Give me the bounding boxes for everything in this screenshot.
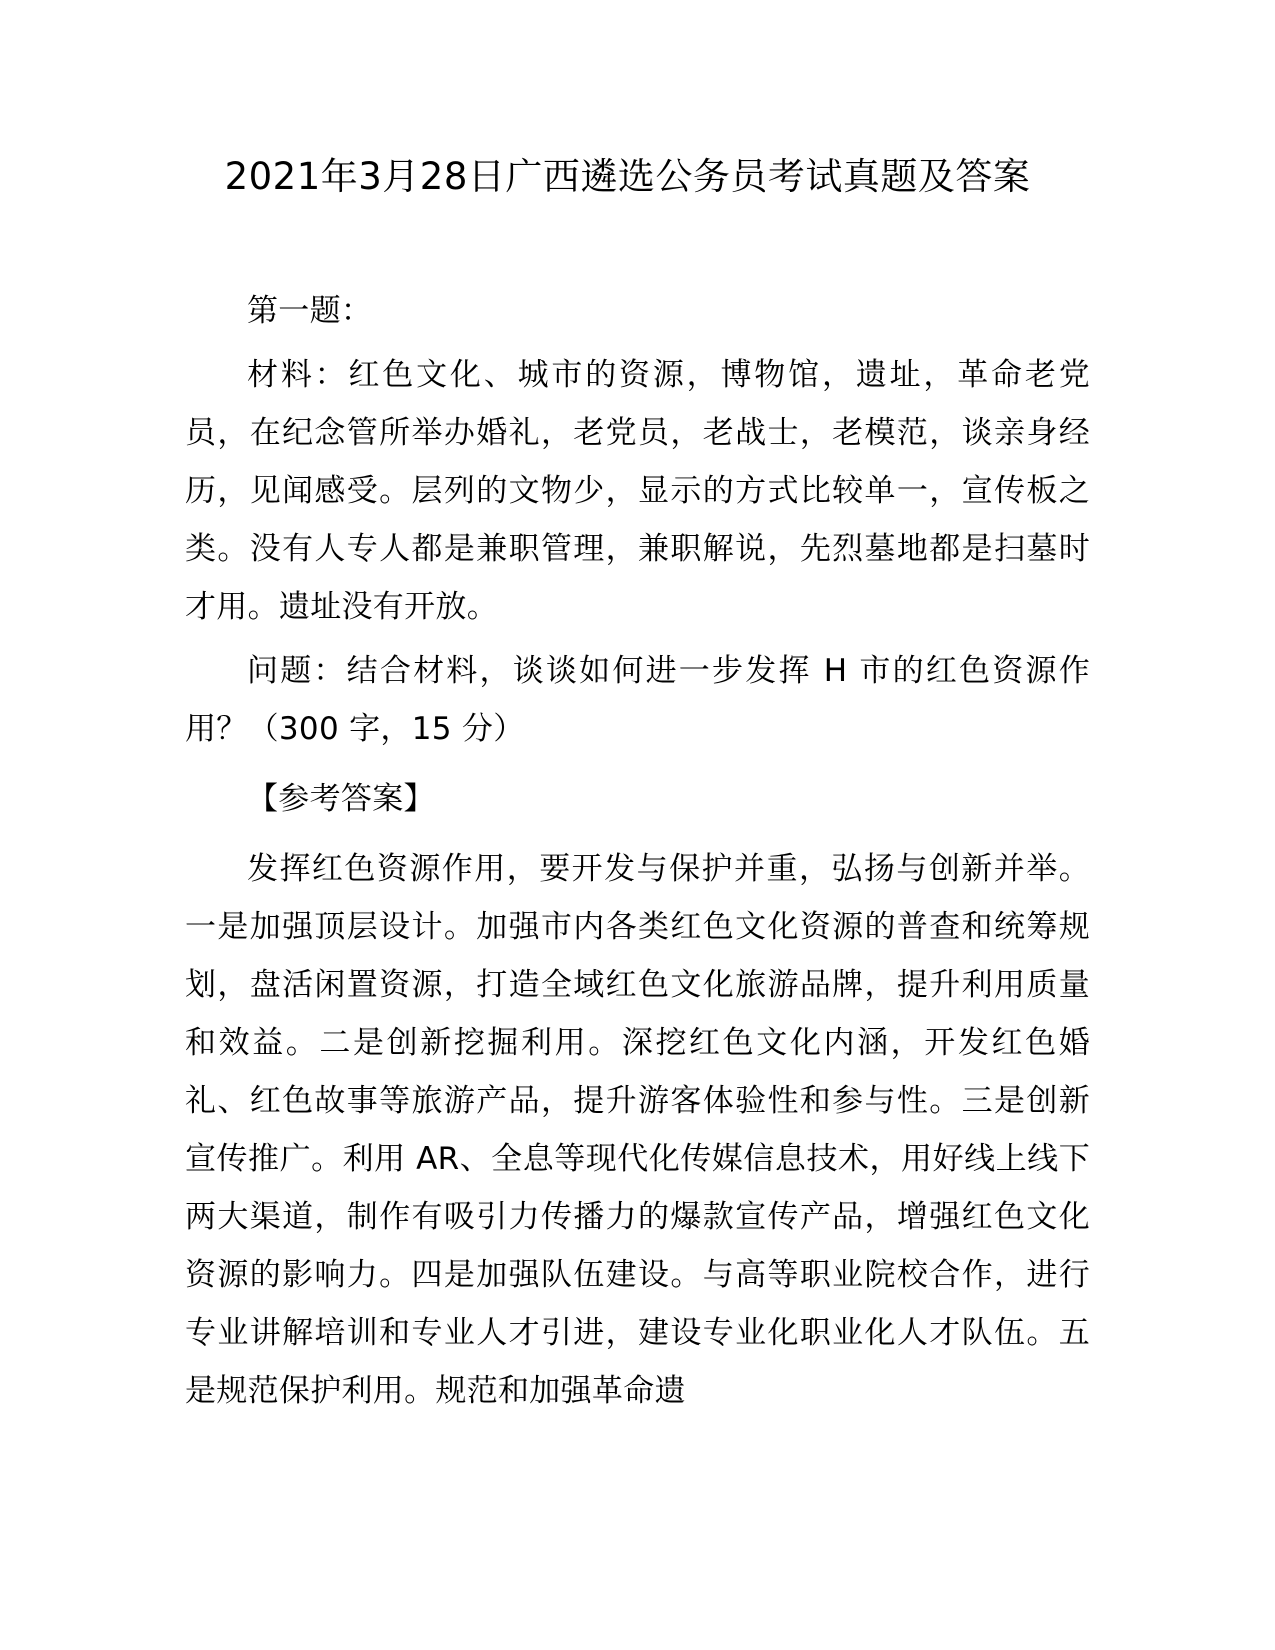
document-title: 2021年3月28日广西遴选公务员考试真题及答案 bbox=[224, 155, 1031, 198]
question-label: 第一题： bbox=[247, 293, 373, 329]
material-paragraph: 材料：红色文化、城市的资源，博物馆，遗址，革命老党员，在纪念管所举办婚礼，老党员，老战士，老模范，谈亲身经历，见闻感受。层列的文物少，显示的方式比较单一，宣传板之类。没有人专人都是兼职管理，兼职解说，先烈墓地都是扫墓时才用。遗址没有开放。 bbox=[185, 357, 1090, 625]
document-body bbox=[185, 282, 1090, 1420]
answer-label: 【参考答案】 bbox=[247, 781, 435, 817]
question-paragraph: 问题：结合材料，谈谈如何进一步发挥 H 市的红色资源作用？（300 字，15 分） bbox=[185, 653, 1090, 747]
spacer bbox=[185, 758, 1090, 764]
answer-paragraph: 发挥红色资源作用，要开发与保护并重，弘扬与创新并举。一是加强顶层设计。加强市内各类红色文化资源的普查和统筹规划，盘活闲置资源，打造全域红色文化旅游品牌，提升利用质量和效益。二是创新挖掘利用。深挖红色文化内涵，开发红色婚礼、红色故事等旅游产品，提升游客体验性和参与性。三是创新宣传推广。利用 AR、全息等现代化传媒信息技术，用好线上线下两大渠道，制作有吸引力传播力的爆款宣传产品，增强红色文化资源的影响力。四是加强队伍建设。与高等职业院校合作，进行专业讲解培训和专业人才引进，建设专业化职业化人才队伍。五是规范保护利用。规范和加强革命遗 bbox=[185, 851, 1090, 1409]
